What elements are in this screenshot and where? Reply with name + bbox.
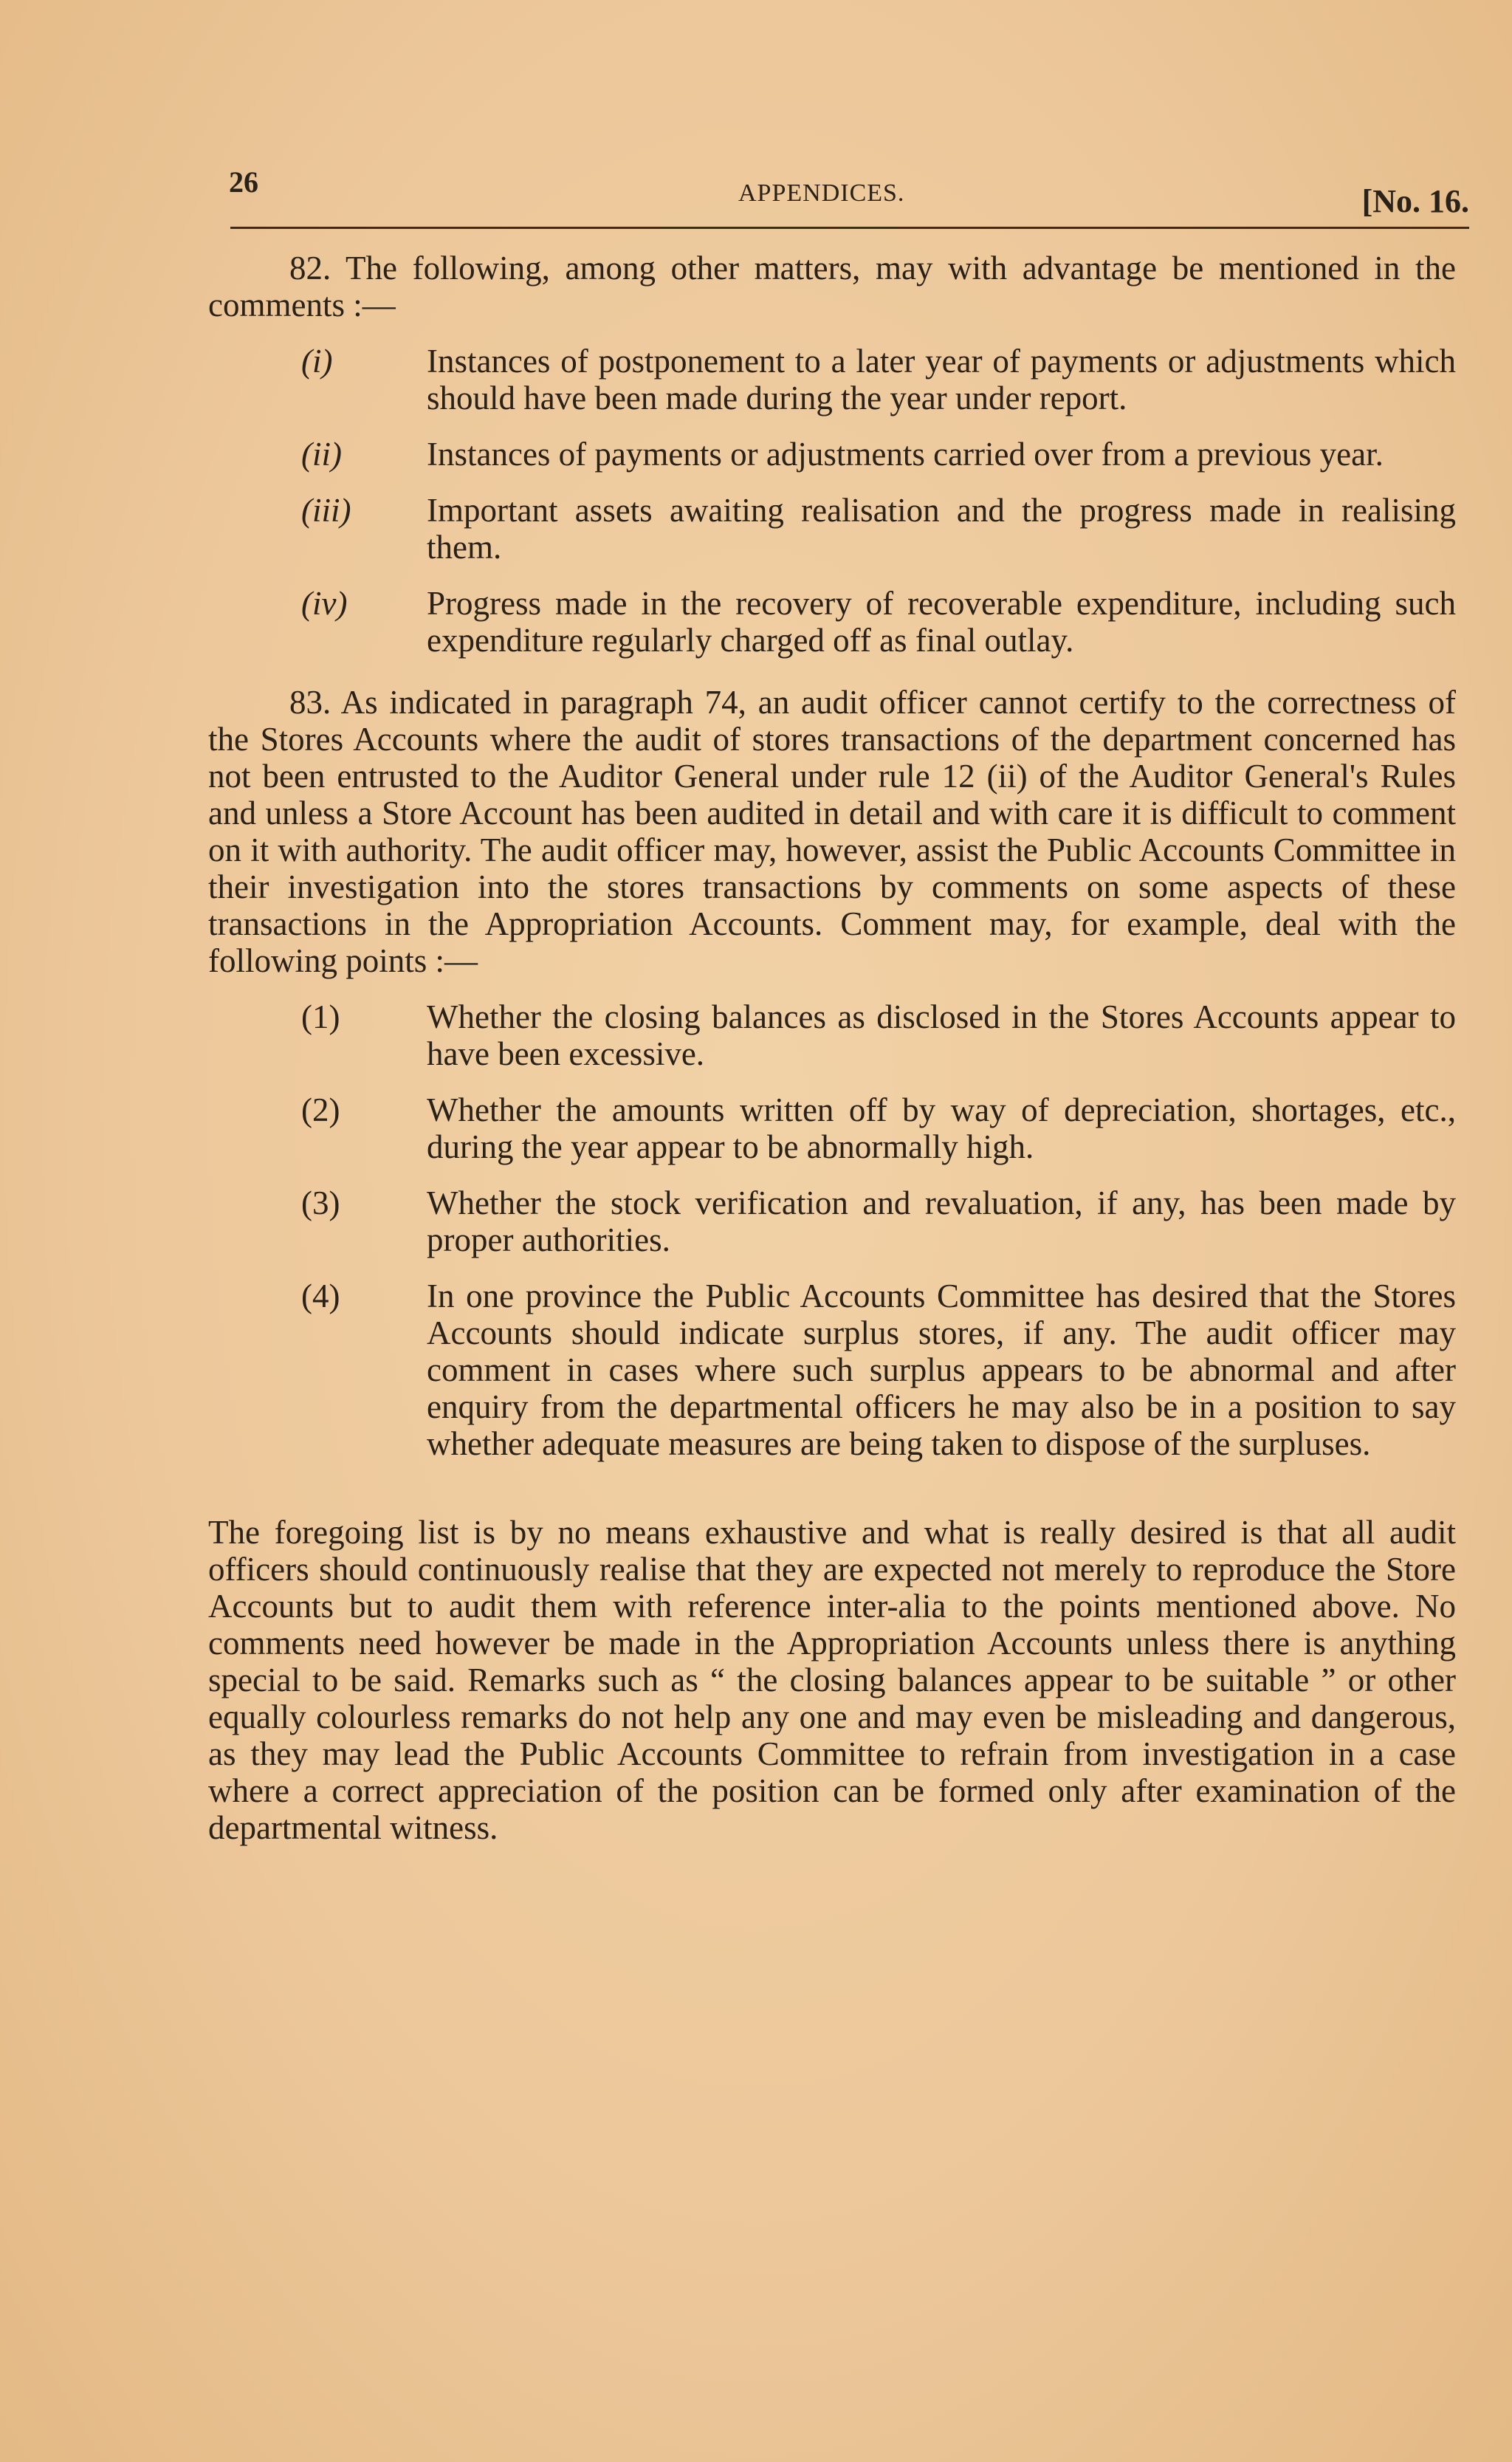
running-title: APPENDICES.: [738, 179, 905, 207]
header-rule: [230, 227, 1469, 229]
paragraph-83: 83. As indicated in paragraph 74, an audit officer cannot certify to the correctness of the Stores Accounts where the audit of stores transactions of the department concerned has not been entrusted to the Auditor General under rule 12 (ii) of the Auditor General's Rules and unless a Store Account has been audited in detail and with care it is difficult to comment on it with authority. The audit officer may, however, assist the Public Accounts Committee in their investigation into the stores transactions by comments on some aspects of these transactions in the Appropriation Accounts. Comment may, for example, deal with the following points :—: [208, 684, 1456, 979]
list-marker: (iv): [301, 585, 348, 622]
list-marker: (ii): [301, 436, 342, 473]
list-marker: (i): [301, 343, 333, 380]
paragraph-82-list: [208, 343, 1456, 659]
list-marker: (2): [301, 1091, 340, 1128]
list-item-text: Whether the amounts written off by way of depreciation, shortages, etc., during the year appear to be abnormally high.: [427, 1091, 1456, 1165]
page-header: [221, 151, 1469, 225]
list-item-text: Instances of postponement to a later year of payments or adjustments which should have been made during the year under report.: [427, 343, 1456, 416]
paragraph-82: 82. The following, among other matters, may with advantage be mentioned in the comments :—: [208, 250, 1456, 323]
list-marker: (3): [301, 1184, 340, 1221]
list-item: [208, 436, 1456, 473]
list-item: [208, 1278, 1456, 1462]
page-number: 26: [229, 165, 258, 199]
list-item: [208, 998, 1456, 1072]
list-item: [208, 343, 1456, 416]
list-marker: (4): [301, 1278, 340, 1314]
document-number: [No. 16.: [1361, 183, 1469, 219]
page-body: [208, 250, 1456, 1846]
list-item: [208, 1091, 1456, 1165]
list-item-text: Progress made in the recovery of recoverable expenditure, including such expenditure regularly charged off as final outlay.: [427, 585, 1456, 659]
list-item: [208, 1184, 1456, 1258]
list-item-text: Instances of payments or adjustments carried over from a previous year.: [427, 436, 1384, 473]
list-item-text: In one province the Public Accounts Committee has desired that the Stores Accounts should indicate surplus stores, if any. The audit officer may comment in cases where such surplus appears to be abnormal and after enquiry from the departmental officers he may also be in a position to say whether adequate measures are being taken to dispose of the surpluses.: [427, 1278, 1456, 1462]
list-item: [208, 585, 1456, 659]
list-marker: (iii): [301, 492, 351, 529]
list-marker: (1): [301, 998, 340, 1035]
list-item-text: Whether the stock verification and revaluation, if any, has been made by proper authorities.: [427, 1184, 1456, 1258]
paragraph-83-list: [208, 998, 1456, 1462]
list-item-text: Important assets awaiting realisation and the progress made in realising them.: [427, 492, 1456, 566]
list-item: [208, 492, 1456, 566]
list-item-text: Whether the closing balances as disclosed in the Stores Accounts appear to have been excessive.: [427, 998, 1456, 1072]
closing-paragraph: The foregoing list is by no means exhaustive and what is really desired is that all audit officers should continuously realise that they are expected not merely to reproduce the Store Accounts but to audit them with reference inter-alia to the points mentioned above. No comments need however be made in the Appropriation Accounts unless there is anything special to be said. Remarks such as “ the closing balances appear to be suitable ” or other equally colourless remarks do not help any one and may even be misleading and dangerous, as they may lead the Public Accounts Committee to refrain from investigation in a case where a correct appreciation of the position can be formed only after examination of the departmental witness.: [208, 1514, 1456, 1846]
